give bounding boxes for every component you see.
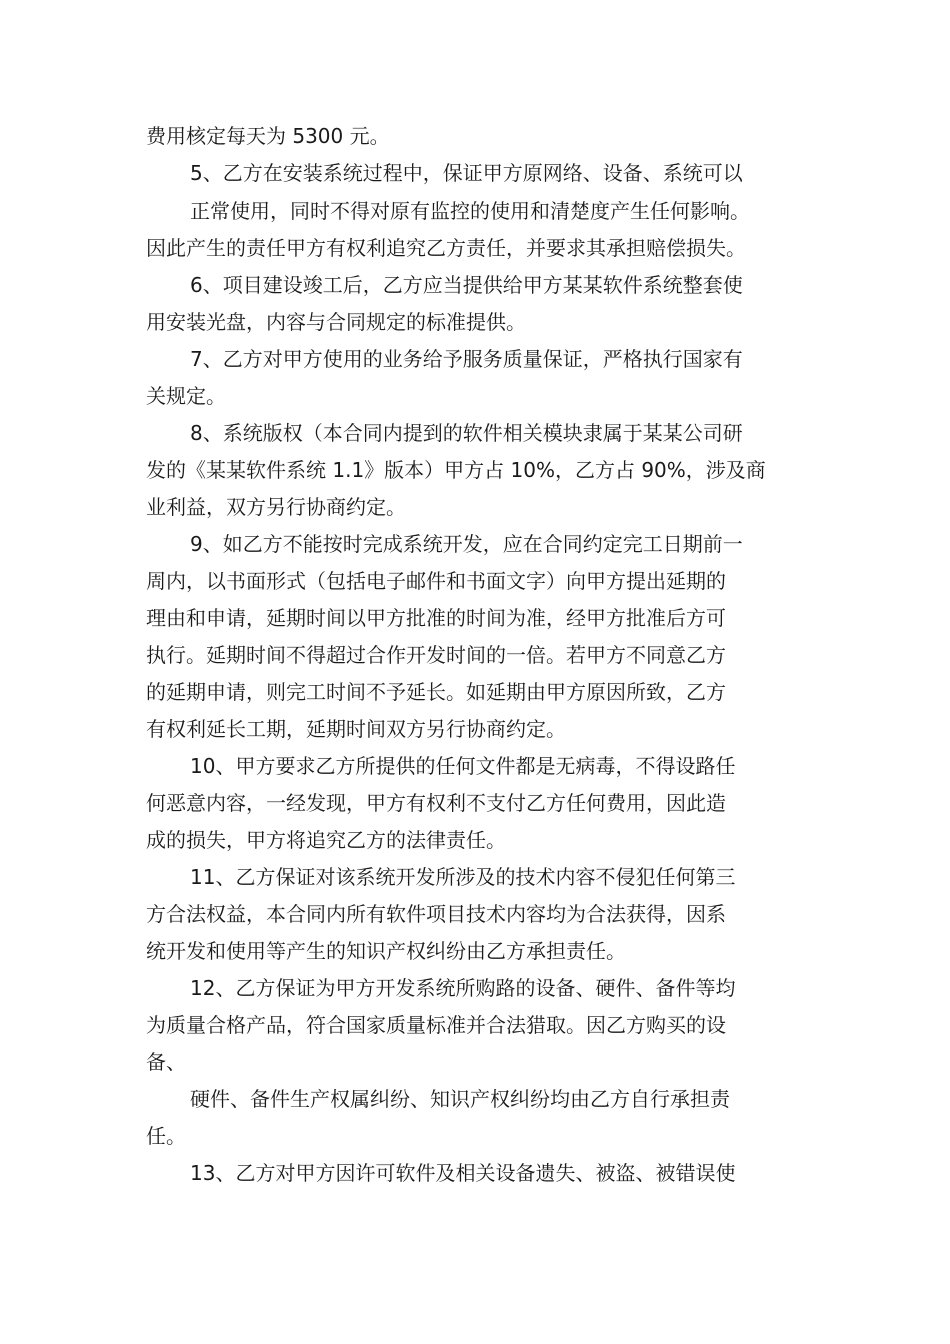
clause-8-line: 8、系统版权（本合同内提到的软件相关模块隶属于某某公司研 bbox=[190, 421, 743, 445]
text-line: 因此产生的责任甲方有权利追究乙方责任，并要求其承担赔偿损失。 bbox=[146, 236, 746, 260]
text-line: 关规定。 bbox=[146, 384, 226, 408]
clause-9-line: 9、如乙方不能按时完成系统开发，应在合同约定完工日期前一 bbox=[190, 532, 743, 556]
text-line: 执行。延期时间不得超过合作开发时间的一倍。若甲方不同意乙方 bbox=[146, 643, 726, 667]
text-line: 备、 bbox=[146, 1050, 186, 1074]
text-line: 理由和申请，延期时间以甲方批准的时间为准，经甲方批准后方可 bbox=[146, 606, 726, 630]
clause-5-line: 5、乙方在安装系统过程中，保证甲方原网络、设备、系统可以 bbox=[190, 161, 743, 185]
text-line: 何恶意内容，一经发现，甲方有权利不支付乙方任何费用，因此造 bbox=[146, 791, 726, 815]
text-line: 任。 bbox=[146, 1124, 186, 1148]
text-line: 正常使用，同时不得对原有监控的使用和清楚度产生任何影响。 bbox=[190, 199, 750, 223]
text-line: 硬件、备件生产权属纠纷、知识产权纠纷均由乙方自行承担责 bbox=[190, 1087, 730, 1111]
text-line: 有权利延长工期，延期时间双方另行协商约定。 bbox=[146, 717, 566, 741]
text-line: 为质量合格产品，符合国家质量标准并合法猎取。因乙方购买的设 bbox=[146, 1013, 726, 1037]
text-line: 业利益，双方另行协商约定。 bbox=[146, 495, 406, 519]
clause-12-line: 12、乙方保证为甲方开发系统所购路的设备、硬件、备件等均 bbox=[190, 976, 736, 1000]
text-line: 成的损失，甲方将追究乙方的法律责任。 bbox=[146, 828, 506, 852]
text-line: 用安装光盘，内容与合同规定的标准提供。 bbox=[146, 310, 526, 334]
text-line: 费用核定每天为 5300 元。 bbox=[146, 124, 390, 148]
clause-11-line: 11、乙方保证对该系统开发所涉及的技术内容不侵犯任何第三 bbox=[190, 865, 736, 889]
text-line: 周内，以书面形式（包括电子邮件和书面文字）向甲方提出延期的 bbox=[146, 569, 726, 593]
clause-13-line: 13、乙方对甲方因许可软件及相关设备遗失、被盗、被错误使 bbox=[190, 1161, 736, 1185]
text-line: 的延期申请，则完工时间不予延长。如延期由甲方原因所致，乙方 bbox=[146, 680, 726, 704]
clause-10-line: 10、甲方要求乙方所提供的任何文件都是无病毒，不得设路任 bbox=[190, 754, 736, 778]
text-line: 统开发和使用等产生的知识产权纠纷由乙方承担责任。 bbox=[146, 939, 626, 963]
clause-6-line: 6、项目建设竣工后，乙方应当提供给甲方某某软件系统整套使 bbox=[190, 273, 743, 297]
clause-7-line: 7、乙方对甲方使用的业务给予服务质量保证，严格执行国家有 bbox=[190, 347, 743, 371]
text-line: 发的《某某软件系统 1.1》版本）甲方占 10%，乙方占 90%，涉及商 bbox=[146, 458, 766, 482]
text-line: 方合法权益，本合同内所有软件项目技术内容均为合法获得，因系 bbox=[146, 902, 726, 926]
